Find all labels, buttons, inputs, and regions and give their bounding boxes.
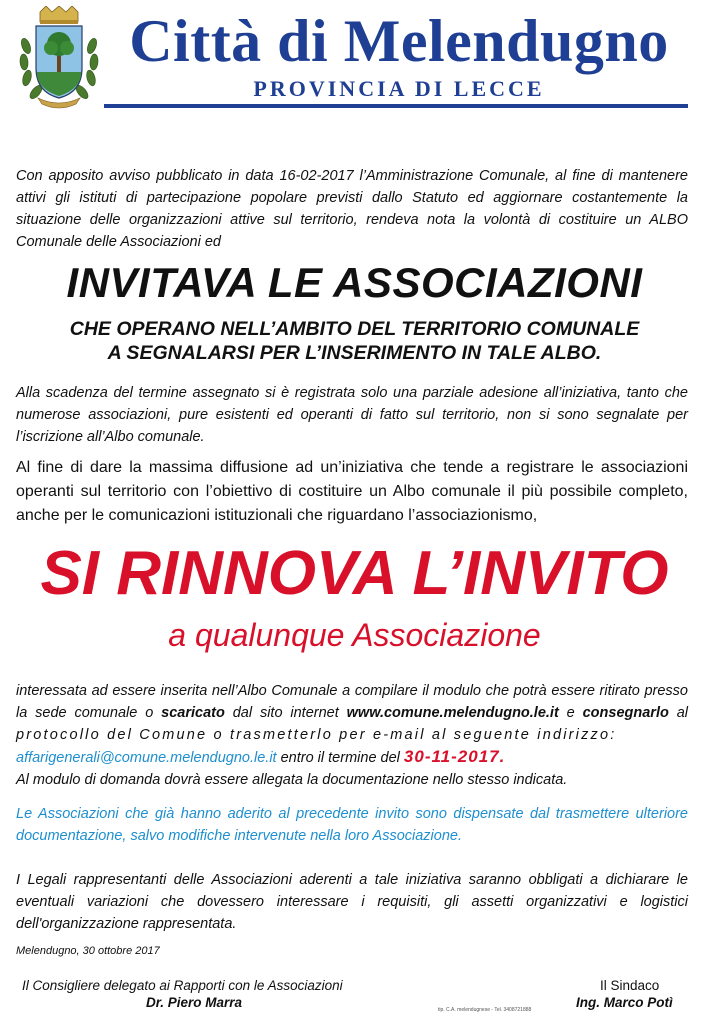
instructions-text: Al modulo di domanda dovrà essere allegata la documentazione nello stesso indicata. — [16, 772, 568, 788]
header-divider — [104, 104, 688, 108]
document-date: Melendugno, 30 ottobre 2017 — [16, 945, 160, 957]
website-link[interactable]: www.comune.melendugno.le.it — [346, 705, 559, 721]
download-keyword: scaricato — [161, 705, 225, 721]
signatory-left-name: Dr. Piero Marra — [146, 995, 243, 1010]
deliver-keyword: consegnarlo — [582, 705, 669, 721]
paragraph-deadline-result: Alla scadenza del termine assegnato si è registrata solo una parziale adesione all’iniziativa, tanto che numerose associazioni, pure esistenti ed operanti di fatto sul territorio, non si sono segnalate per l’iscrizione all’Albo comunale. — [16, 385, 688, 445]
signatory-left-role: Il Consigliere delegato ai Rapporti con le Associazioni — [22, 978, 343, 993]
intro-paragraph: Con apposito avviso pubblicato in data 16-02-2017 l’Amministrazione Comunale, al fine di mantenere attivi gli istituti di partecipazione popolare previsti dallo Statuto ed aggiornare costantemente la situazione delle organizzazioni attive sul territorio, rendeva nota la volontà di costituire un ALBO Comunale delle Associazioni ed — [16, 168, 688, 250]
renewed-invitation-heading: SI RINNOVA L’INVITO — [40, 539, 669, 608]
printer-note: tip. C.A. melendugnese - Tel. 3408721888 — [438, 1007, 532, 1013]
email-link[interactable]: affarigenerali@comune.melendugno.le.it — [16, 750, 277, 766]
paragraph-already-registered: Le Associazioni che già hanno aderito al precedente invito sono dispensate dal trasmettere ulteriore documentazione, salvo modifiche intervenute nella loro Associazione. — [16, 806, 688, 844]
signatory-right-role: Il Sindaco — [600, 978, 660, 993]
paragraph-legal-obligations: I Legali rappresentanti delle Associazioni aderenti a tale iniziativa saranno obbligati a dichiarare le eventuali variazioni che dovessero interessare i requisiti, gli assetti organizzativi e logistici dell'organizzazione rappresentata. — [16, 872, 688, 932]
sub-heading-line-2: A SEGNALARSI PER L’INSERIMENTO IN TALE ALBO. — [107, 342, 602, 364]
renewed-invitation-subheading: a qualunque Associazione — [168, 617, 541, 653]
deadline-date: 30-11-2017. — [403, 747, 506, 766]
signatory-right-name: Ing. Marco Potì — [576, 995, 673, 1010]
page-subtitle: PROVINCIA DI LECCE — [253, 76, 545, 101]
instructions-text: interessata ad essere inserita nell’Albo Comunale a compilare il modulo che potrà essere ritirato presso la sede comunale o — [16, 683, 688, 721]
instructions-text: dal sito internet — [224, 705, 347, 721]
paragraph-instructions — [16, 680, 688, 791]
page-title: Città di Melendugno — [129, 8, 669, 74]
sub-heading-line-1: CHE OPERANO NELL’AMBITO DEL TERRITORIO COMUNALE — [69, 318, 640, 340]
main-heading: INVITAVA LE ASSOCIAZIONI — [66, 259, 643, 306]
instructions-text: entro il termine del — [276, 750, 404, 766]
paragraph-purpose: Al fine di dare la massima diffusione ad un’iniziativa che tende a registrare le associazioni operanti sul territorio con l’obiettivo di costituire un Albo comunale il più possibile completo, anche per le comunicazioni istituzionali che riguardano l’associazionismo, — [16, 459, 688, 524]
coat-of-arms-icon — [16, 6, 102, 110]
instructions-text: protocollo del Comune o trasmetterlo per e-mail al seguente indirizzo: — [16, 727, 617, 743]
sub-heading — [0, 317, 709, 365]
instructions-text: al — [668, 705, 688, 721]
instructions-text: e — [558, 705, 583, 721]
